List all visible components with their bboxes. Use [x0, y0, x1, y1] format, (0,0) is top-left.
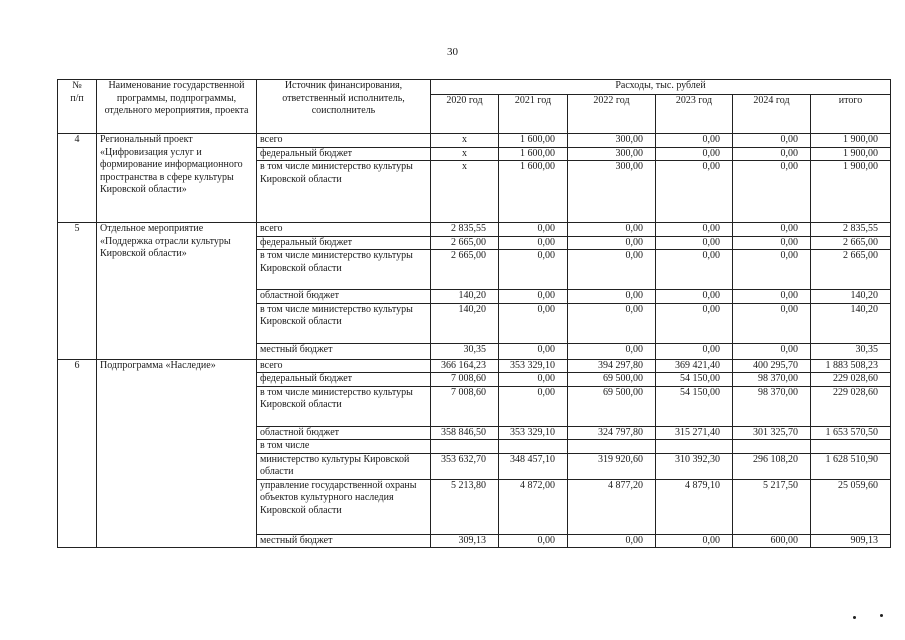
- expense-value: [733, 440, 811, 454]
- expense-value: 369 421,40: [656, 359, 733, 373]
- expense-value: 0,00: [733, 236, 811, 250]
- expense-value: 4 879,10: [656, 479, 733, 534]
- funding-source: министерство культуры Кировской области: [257, 453, 431, 479]
- expense-value: 0,00: [568, 223, 656, 237]
- expense-value: 7 008,60: [431, 373, 499, 387]
- expense-value: 30,35: [811, 343, 891, 359]
- expense-value: 54 150,00: [656, 386, 733, 426]
- expense-value: 98 370,00: [733, 373, 811, 387]
- expense-value: 0,00: [499, 343, 568, 359]
- expense-value: 0,00: [656, 303, 733, 343]
- program-name: Отдельное мероприятие «Поддержка отрасли культуры Кировской области»: [97, 223, 257, 360]
- expense-value: 2 835,55: [811, 223, 891, 237]
- expense-value: 140,20: [811, 290, 891, 304]
- expense-value: 0,00: [568, 534, 656, 548]
- expense-value: 1 900,00: [811, 161, 891, 223]
- expense-value: 909,13: [811, 534, 891, 548]
- expense-value: 0,00: [499, 373, 568, 387]
- expense-value: 319 920,60: [568, 453, 656, 479]
- expense-value: 98 370,00: [733, 386, 811, 426]
- expense-value: 1 628 510,90: [811, 453, 891, 479]
- expense-value: 324 797,80: [568, 426, 656, 440]
- expense-value: 0,00: [656, 343, 733, 359]
- funding-source: областной бюджет: [257, 290, 431, 304]
- expense-value: 2 835,55: [431, 223, 499, 237]
- table-row: [58, 134, 891, 148]
- expense-value: 0,00: [499, 223, 568, 237]
- expense-value: 353 329,10: [499, 359, 568, 373]
- expense-value: 353 632,70: [431, 453, 499, 479]
- expense-value: 0,00: [733, 134, 811, 148]
- program-name: Региональный проект «Цифровизация услуг и формирование информационного пространства в сфере культуры Кировской области»: [97, 134, 257, 223]
- expense-value: 4 877,20: [568, 479, 656, 534]
- funding-source: всего: [257, 223, 431, 237]
- header-col-name: Наименование государственной программы, подпрограммы, отдельного мероприятия, проекта: [97, 80, 257, 134]
- scan-mark: [853, 616, 856, 619]
- funding-source: в том числе министерство культуры Кировской области: [257, 250, 431, 290]
- expense-value: 69 500,00: [568, 373, 656, 387]
- expense-value: 0,00: [499, 534, 568, 548]
- expense-value: 140,20: [431, 303, 499, 343]
- expense-value: 296 108,20: [733, 453, 811, 479]
- funding-source: федеральный бюджет: [257, 147, 431, 161]
- expense-value: 0,00: [499, 303, 568, 343]
- expense-value: 0,00: [656, 236, 733, 250]
- expense-value: [811, 440, 891, 454]
- expense-value: 0,00: [499, 236, 568, 250]
- expense-value: 300,00: [568, 134, 656, 148]
- expense-value: 0,00: [568, 250, 656, 290]
- expense-value: 301 325,70: [733, 426, 811, 440]
- expense-value: 1 883 508,23: [811, 359, 891, 373]
- row-number: 5: [58, 223, 97, 360]
- expense-value: 5 217,50: [733, 479, 811, 534]
- expense-value: 140,20: [431, 290, 499, 304]
- row-number: 6: [58, 359, 97, 548]
- expense-value: 0,00: [656, 134, 733, 148]
- expense-value: 310 392,30: [656, 453, 733, 479]
- expense-value: 0,00: [733, 343, 811, 359]
- header-year-2024: 2024 год: [733, 95, 811, 134]
- funding-source: местный бюджет: [257, 534, 431, 548]
- expense-value: 600,00: [733, 534, 811, 548]
- expenses-table: [57, 79, 891, 548]
- program-name: Подпрограмма «Наследие»: [97, 359, 257, 548]
- expense-value: х: [431, 161, 499, 223]
- expense-value: 69 500,00: [568, 386, 656, 426]
- table-row: [58, 359, 891, 373]
- expense-value: 1 600,00: [499, 134, 568, 148]
- expense-value: 5 213,80: [431, 479, 499, 534]
- scan-mark: [880, 614, 883, 617]
- expense-value: 366 164,23: [431, 359, 499, 373]
- funding-source: местный бюджет: [257, 343, 431, 359]
- funding-source: управление государственной охраны объектов культурного наследия Кировской области: [257, 479, 431, 534]
- expense-value: [431, 440, 499, 454]
- expense-value: 0,00: [499, 250, 568, 290]
- expense-value: 400 295,70: [733, 359, 811, 373]
- expense-value: 54 150,00: [656, 373, 733, 387]
- expense-value: 1 600,00: [499, 147, 568, 161]
- table-row: [58, 223, 891, 237]
- expense-value: 0,00: [656, 223, 733, 237]
- expense-value: 0,00: [656, 161, 733, 223]
- expense-value: 394 297,80: [568, 359, 656, 373]
- expense-value: х: [431, 147, 499, 161]
- expense-value: 353 329,10: [499, 426, 568, 440]
- header-year-2021: 2021 год: [499, 95, 568, 134]
- funding-source: всего: [257, 359, 431, 373]
- expense-value: [656, 440, 733, 454]
- expense-value: 229 028,60: [811, 373, 891, 387]
- expense-value: 2 665,00: [431, 236, 499, 250]
- expense-value: 1 653 570,50: [811, 426, 891, 440]
- expense-value: 0,00: [568, 290, 656, 304]
- funding-source: в том числе министерство культуры Кировской области: [257, 161, 431, 223]
- expense-value: х: [431, 134, 499, 148]
- expense-value: 0,00: [656, 250, 733, 290]
- expense-value: 7 008,60: [431, 386, 499, 426]
- funding-source: федеральный бюджет: [257, 373, 431, 387]
- expense-value: 4 872,00: [499, 479, 568, 534]
- expense-value: 2 665,00: [431, 250, 499, 290]
- funding-source: в том числе министерство культуры Кировской области: [257, 386, 431, 426]
- row-number: 4: [58, 134, 97, 223]
- expense-value: 140,20: [811, 303, 891, 343]
- expense-value: 30,35: [431, 343, 499, 359]
- expense-value: 348 457,10: [499, 453, 568, 479]
- expense-value: 315 271,40: [656, 426, 733, 440]
- expense-value: 1 600,00: [499, 161, 568, 223]
- expense-value: 309,13: [431, 534, 499, 548]
- expense-value: 0,00: [656, 534, 733, 548]
- expense-value: 358 846,50: [431, 426, 499, 440]
- expense-value: 1 900,00: [811, 147, 891, 161]
- expense-value: 2 665,00: [811, 250, 891, 290]
- expense-value: 0,00: [733, 290, 811, 304]
- expense-value: 25 059,60: [811, 479, 891, 534]
- header-year-2020: 2020 год: [431, 95, 499, 134]
- funding-source: областной бюджет: [257, 426, 431, 440]
- funding-source: всего: [257, 134, 431, 148]
- funding-source: в том числе: [257, 440, 431, 454]
- header-total: итого: [811, 95, 891, 134]
- expense-value: 0,00: [656, 290, 733, 304]
- expense-value: 300,00: [568, 147, 656, 161]
- expense-value: 0,00: [499, 386, 568, 426]
- expense-value: 0,00: [733, 250, 811, 290]
- expense-value: 0,00: [568, 236, 656, 250]
- expense-value: 2 665,00: [811, 236, 891, 250]
- expense-value: 0,00: [733, 147, 811, 161]
- expense-value: 0,00: [499, 290, 568, 304]
- expense-value: 1 900,00: [811, 134, 891, 148]
- header-col-number: № п/п: [58, 80, 97, 134]
- expense-value: 0,00: [656, 147, 733, 161]
- header-col-source: Источник финансирования, ответственный исполнитель, соисполнитель: [257, 80, 431, 134]
- funding-source: федеральный бюджет: [257, 236, 431, 250]
- expense-value: 229 028,60: [811, 386, 891, 426]
- header-year-2023: 2023 год: [656, 95, 733, 134]
- expense-value: [499, 440, 568, 454]
- expense-value: [568, 440, 656, 454]
- expense-value: 300,00: [568, 161, 656, 223]
- expense-value: 0,00: [568, 343, 656, 359]
- expense-value: 0,00: [733, 303, 811, 343]
- header-year-2022: 2022 год: [568, 95, 656, 134]
- funding-source: в том числе министерство культуры Кировской области: [257, 303, 431, 343]
- page-number: 30: [447, 46, 458, 58]
- expense-value: 0,00: [733, 161, 811, 223]
- expense-value: 0,00: [568, 303, 656, 343]
- expense-value: 0,00: [733, 223, 811, 237]
- header-col-expenses: Расходы, тыс. рублей: [431, 80, 891, 95]
